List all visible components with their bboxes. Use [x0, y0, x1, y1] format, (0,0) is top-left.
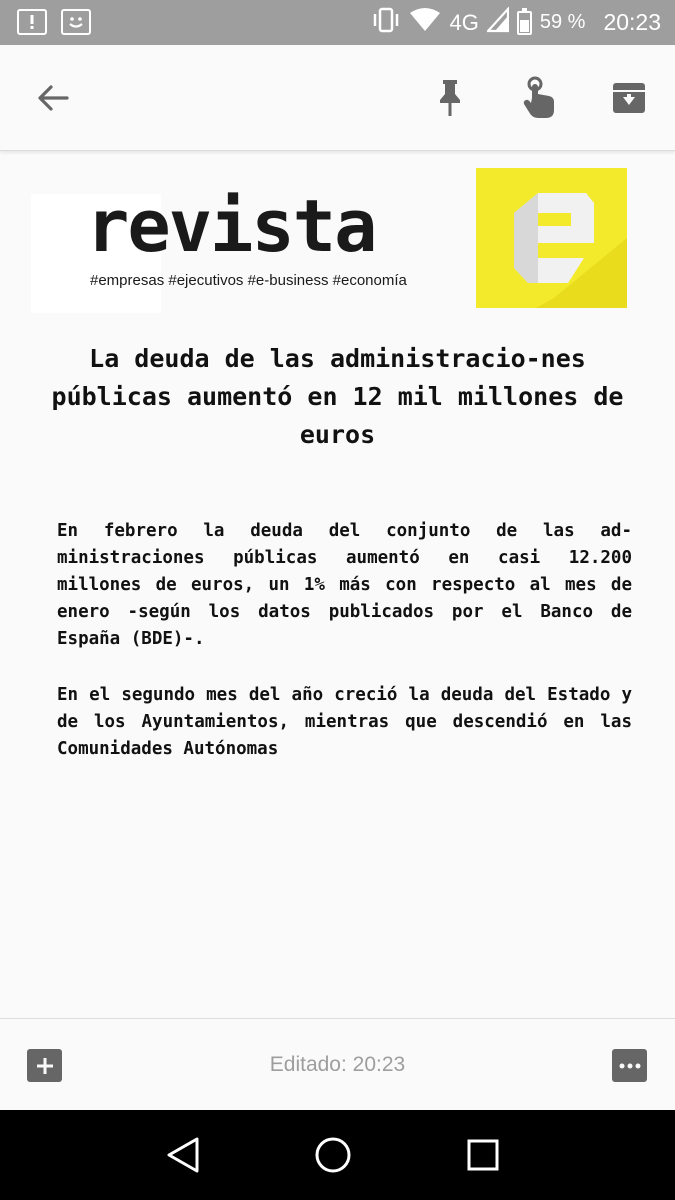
reminder-button[interactable] [514, 73, 564, 123]
logo-wordmark: revista [86, 184, 376, 268]
battery-percent: 59 % [539, 11, 586, 33]
touch-reminder-icon [519, 76, 559, 120]
more-options-button[interactable] [612, 1049, 647, 1082]
note-toolbar [0, 45, 675, 151]
battery-icon [517, 11, 532, 35]
note-paragraph-1: En febrero la deuda del conjunto de las ad-ministraciones públicas aumentó en casi 12.200 millones de euros, un 1% más con respecto al mes de enero -según los datos publicados por el Banco de España (BDE)-. [57, 521, 632, 649]
archive-button[interactable] [604, 73, 654, 123]
status-bar [0, 0, 675, 45]
note-content[interactable] [0, 152, 675, 1018]
status-time: 20:23 [603, 9, 661, 35]
wifi-icon [409, 7, 441, 38]
nav-home-button[interactable] [313, 1135, 353, 1175]
alert-notification-icon [17, 9, 47, 35]
nav-back-icon [165, 1136, 201, 1174]
back-button[interactable] [28, 73, 78, 123]
signal-icon [487, 7, 509, 38]
pin-button[interactable] [425, 73, 475, 123]
pin-icon [433, 78, 467, 118]
nav-recents-icon [465, 1137, 501, 1173]
nav-recents-button[interactable] [463, 1135, 503, 1175]
network-type: 4G [449, 9, 479, 35]
nav-back-button[interactable] [163, 1135, 203, 1175]
note-headline: La deuda de las administracio-nes públicas aumentó en 12 mil millones de euros [51, 344, 624, 449]
e-logo-icon [476, 168, 627, 308]
back-arrow-icon [35, 80, 71, 116]
note-paragraph-2: En el segundo mes del año creció la deuda del Estado y de los Ayuntamientos, mientras que descendió en las Comunidades Autónomas [57, 685, 632, 759]
logo-tagline: #empresas #ejecutivos #e-business #economía [90, 272, 407, 289]
nav-home-icon [313, 1135, 353, 1175]
logo-badge [476, 168, 627, 308]
edited-timestamp: Editado: 20:23 [269, 1053, 406, 1076]
archive-icon [611, 80, 647, 116]
editor-bottom-bar [0, 1018, 675, 1111]
more-options-icon [619, 1062, 641, 1070]
notification-icons [17, 9, 91, 35]
chat-notification-icon [61, 9, 91, 35]
system-nav-bar [0, 1110, 675, 1200]
vibrate-icon [371, 7, 401, 38]
system-status [371, 0, 661, 45]
